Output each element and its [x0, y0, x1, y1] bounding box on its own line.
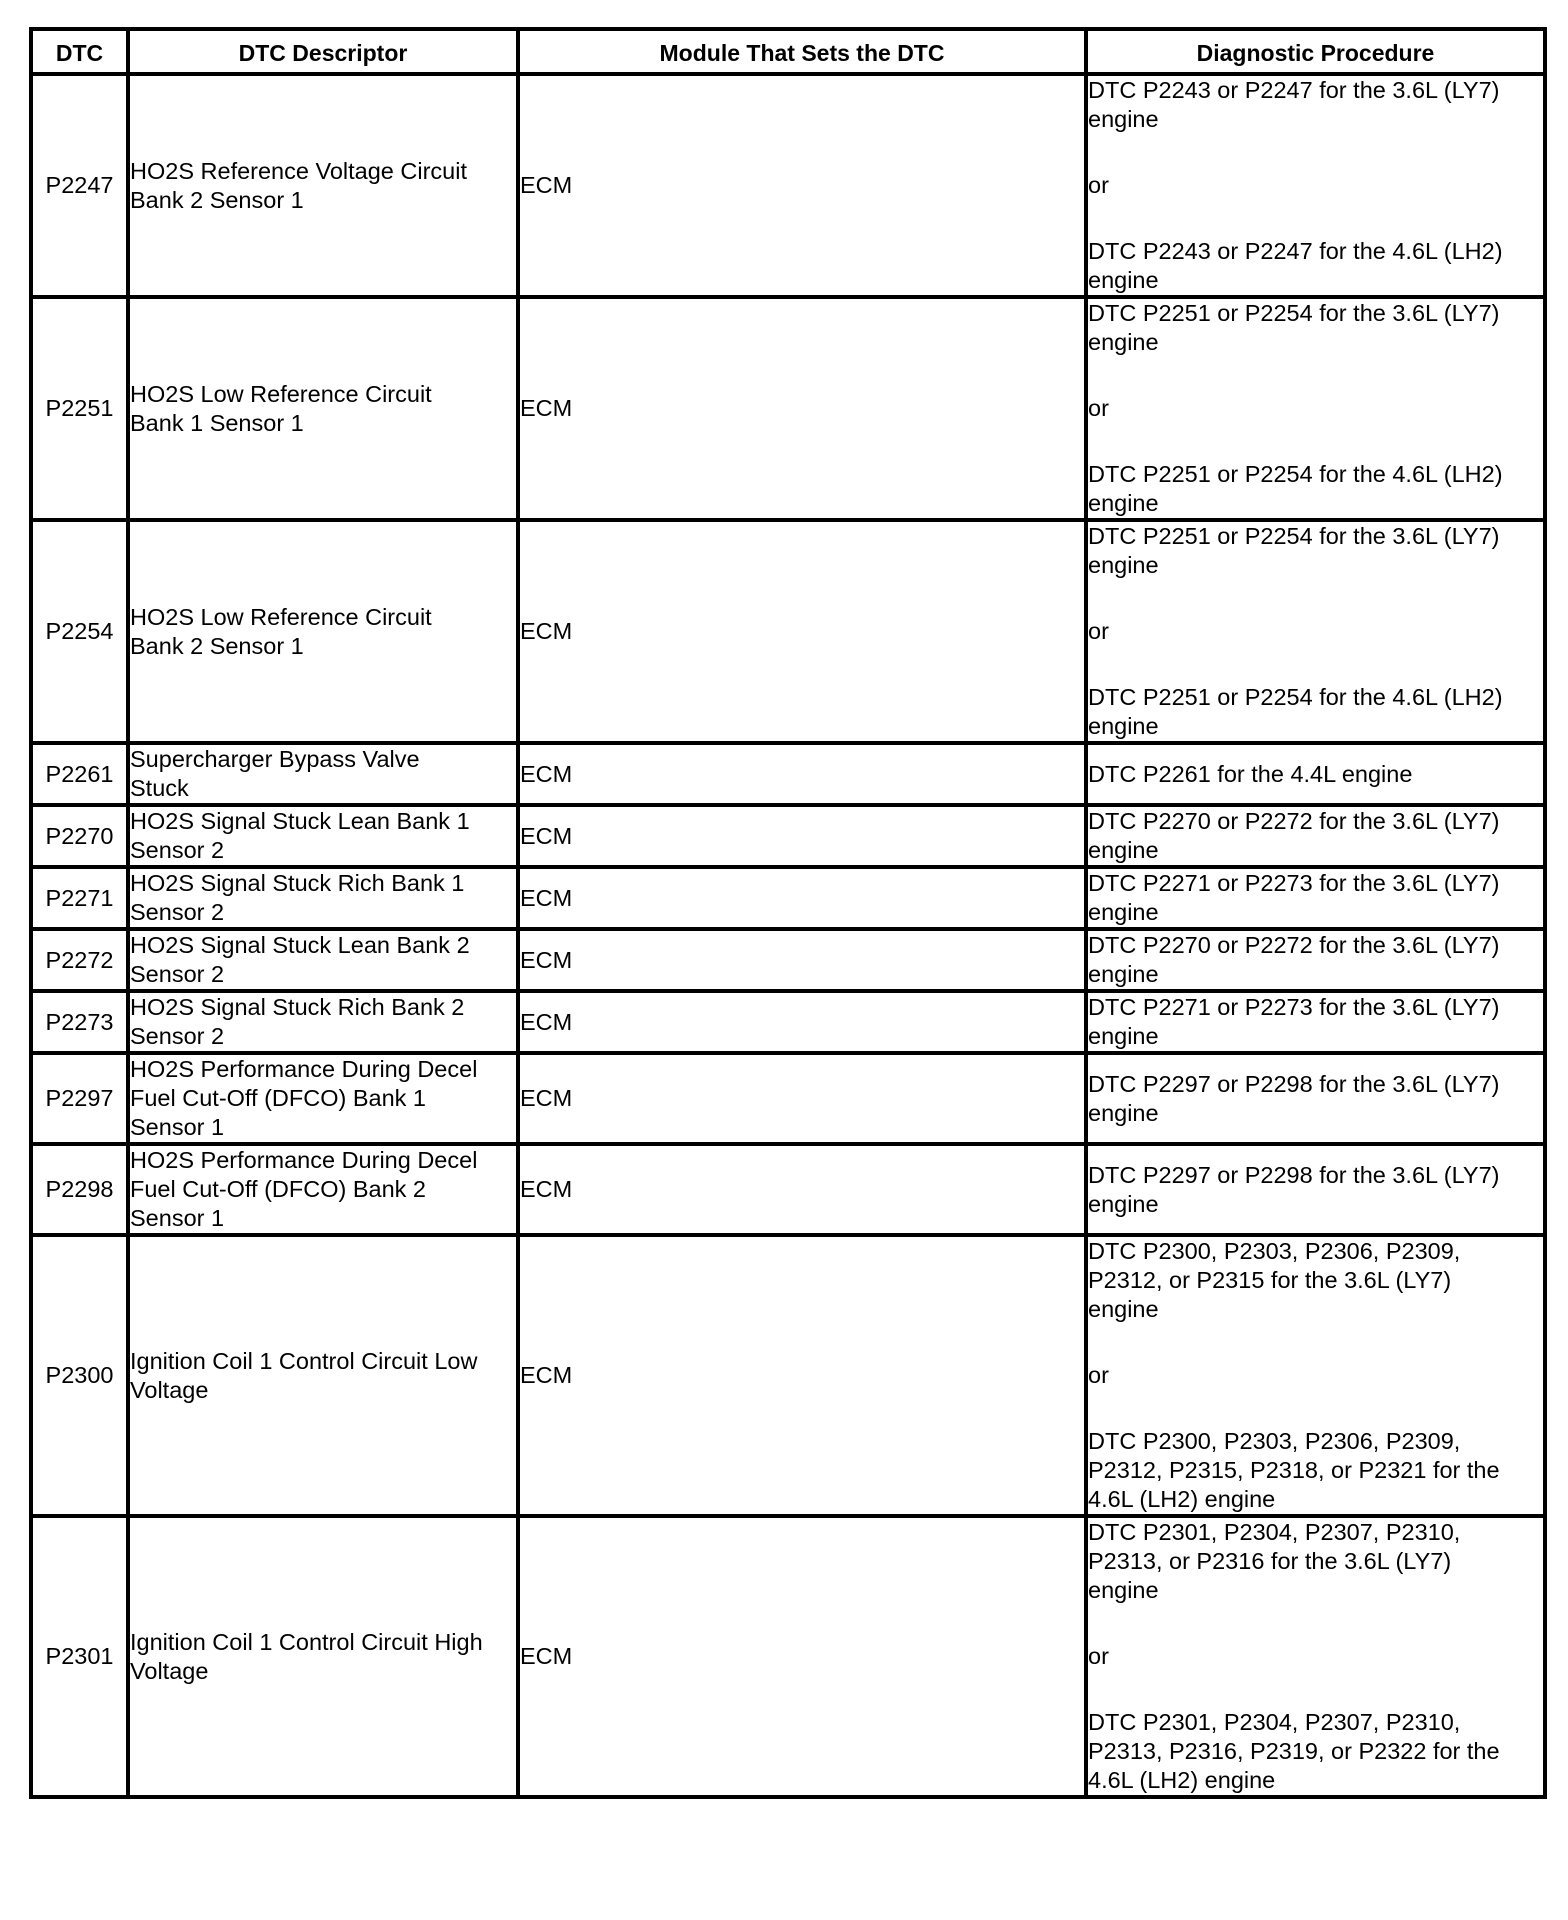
- dtc-code: P2272: [31, 929, 128, 991]
- dtc-descriptor: [128, 991, 518, 1053]
- procedure-line: P2313, or P2316 for the 3.6L (LY7): [1088, 1548, 1452, 1574]
- procedure-spacer: [1088, 1390, 1543, 1427]
- procedure-line: DTC P2300, P2303, P2306, P2309,: [1088, 1428, 1461, 1454]
- procedure-line: or: [1088, 1643, 1109, 1669]
- header-dtc: DTC: [31, 29, 128, 74]
- procedure-line: or: [1088, 618, 1109, 644]
- descriptor-line: Fuel Cut-Off (DFCO) Bank 2: [130, 1176, 426, 1202]
- procedure-line: or: [1088, 395, 1109, 421]
- table-row: [31, 743, 1545, 805]
- procedure-line: DTC P2301, P2304, P2307, P2310,: [1088, 1519, 1461, 1545]
- dtc-descriptor: [128, 1235, 518, 1516]
- descriptor-line: Bank 2 Sensor 1: [130, 632, 304, 659]
- dtc-table: [29, 27, 1547, 1799]
- procedure-line: DTC P2297 or P2298 for the 3.6L (LY7): [1088, 1070, 1500, 1097]
- table-row: [31, 297, 1545, 520]
- procedure-line: DTC P2243 or P2247 for the 4.6L (LH2): [1088, 238, 1503, 264]
- dtc-code: P2251: [31, 297, 128, 520]
- dtc-code: P2273: [31, 991, 128, 1053]
- descriptor-line: Sensor 1: [130, 1205, 225, 1231]
- module-name: ECM: [518, 1235, 1086, 1516]
- procedure-line: DTC P2300, P2303, P2306, P2309,: [1088, 1238, 1461, 1264]
- descriptor-line: Ignition Coil 1 Control Circuit High: [130, 1628, 483, 1655]
- descriptor-line: Stuck: [130, 775, 189, 801]
- dtc-descriptor: [128, 805, 518, 867]
- diagnostic-procedure: [1086, 929, 1545, 991]
- table-row: [31, 805, 1545, 867]
- procedure-line: engine: [1088, 1023, 1159, 1049]
- procedure-line: DTC P2270 or P2272 for the 3.6L (LY7): [1088, 932, 1500, 958]
- procedure-line: engine: [1088, 837, 1159, 863]
- dtc-descriptor: [128, 867, 518, 929]
- table-row: [31, 1053, 1545, 1144]
- header-procedure: Diagnostic Procedure: [1086, 29, 1545, 74]
- diagnostic-procedure: [1086, 743, 1545, 805]
- descriptor-line: Voltage: [130, 1376, 209, 1403]
- procedure-line: DTC P2251 or P2254 for the 4.6L (LH2): [1088, 684, 1503, 710]
- procedure-line: engine: [1088, 961, 1159, 987]
- descriptor-line: HO2S Low Reference Circuit: [130, 380, 432, 407]
- diagnostic-procedure: [1086, 1144, 1545, 1235]
- procedure-spacer: [1088, 134, 1543, 171]
- dtc-descriptor: [128, 520, 518, 743]
- procedure-line: or: [1088, 1362, 1109, 1388]
- procedure-line: DTC P2270 or P2272 for the 3.6L (LY7): [1088, 808, 1500, 834]
- descriptor-line: Ignition Coil 1 Control Circuit Low: [130, 1347, 478, 1374]
- procedure-spacer: [1088, 1605, 1543, 1642]
- dtc-code: P2301: [31, 1516, 128, 1797]
- module-name: ECM: [518, 929, 1086, 991]
- diagnostic-procedure: [1086, 1235, 1545, 1516]
- header-module: Module That Sets the DTC: [518, 29, 1086, 74]
- descriptor-line: HO2S Low Reference Circuit: [130, 603, 432, 630]
- diagnostic-procedure: [1086, 867, 1545, 929]
- dtc-descriptor: [128, 1516, 518, 1797]
- procedure-line: P2312, P2315, P2318, or P2321 for the: [1088, 1457, 1500, 1483]
- descriptor-line: HO2S Signal Stuck Lean Bank 1: [130, 808, 470, 834]
- procedure-line: DTC P2271 or P2273 for the 3.6L (LY7): [1088, 870, 1500, 896]
- descriptor-line: Sensor 2: [130, 899, 225, 925]
- dtc-code: P2270: [31, 805, 128, 867]
- module-name: ECM: [518, 991, 1086, 1053]
- diagnostic-procedure: [1086, 805, 1545, 867]
- procedure-line: P2313, P2316, P2319, or P2322 for the: [1088, 1738, 1500, 1764]
- procedure-line: 4.6L (LH2) engine: [1088, 1767, 1276, 1793]
- table-row: [31, 991, 1545, 1053]
- procedure-line: engine: [1088, 106, 1159, 132]
- module-name: ECM: [518, 297, 1086, 520]
- descriptor-line: Bank 2 Sensor 1: [130, 186, 304, 213]
- module-name: ECM: [518, 1053, 1086, 1144]
- module-name: ECM: [518, 520, 1086, 743]
- module-name: ECM: [518, 1516, 1086, 1797]
- dtc-descriptor: [128, 74, 518, 297]
- descriptor-line: HO2S Signal Stuck Rich Bank 1: [130, 870, 465, 896]
- procedure-line: engine: [1088, 1099, 1159, 1126]
- dtc-code: P2297: [31, 1053, 128, 1144]
- procedure-line: engine: [1088, 329, 1159, 355]
- procedure-line: engine: [1088, 267, 1159, 293]
- procedure-line: DTC P2251 or P2254 for the 3.6L (LY7): [1088, 523, 1500, 549]
- dtc-code: P2247: [31, 74, 128, 297]
- dtc-code: P2254: [31, 520, 128, 743]
- dtc-code: P2298: [31, 1144, 128, 1235]
- procedure-line: engine: [1088, 1190, 1159, 1217]
- dtc-descriptor: [128, 929, 518, 991]
- procedure-line: DTC P2261 for the 4.4L engine: [1088, 760, 1413, 787]
- procedure-line: DTC P2243 or P2247 for the 3.6L (LY7): [1088, 77, 1500, 103]
- procedure-line: DTC P2297 or P2298 for the 3.6L (LY7): [1088, 1161, 1500, 1188]
- table-row: [31, 74, 1545, 297]
- descriptor-line: HO2S Reference Voltage Circuit: [130, 157, 467, 184]
- procedure-line: DTC P2271 or P2273 for the 3.6L (LY7): [1088, 994, 1500, 1020]
- table-row: [31, 929, 1545, 991]
- procedure-line: P2312, or P2315 for the 3.6L (LY7): [1088, 1267, 1452, 1293]
- dtc-code: P2261: [31, 743, 128, 805]
- descriptor-line: Sensor 2: [130, 1023, 225, 1049]
- descriptor-line: Bank 1 Sensor 1: [130, 409, 304, 436]
- diagnostic-procedure: [1086, 1516, 1545, 1797]
- procedure-line: engine: [1088, 490, 1159, 516]
- diagnostic-procedure: [1086, 297, 1545, 520]
- procedure-line: engine: [1088, 1577, 1159, 1603]
- descriptor-line: Voltage: [130, 1657, 209, 1684]
- header-row: [31, 29, 1545, 74]
- table-row: [31, 1144, 1545, 1235]
- table-row: [31, 1516, 1545, 1797]
- module-name: ECM: [518, 743, 1086, 805]
- descriptor-line: Fuel Cut-Off (DFCO) Bank 1: [130, 1085, 426, 1111]
- descriptor-line: Supercharger Bypass Valve: [130, 746, 420, 772]
- procedure-spacer: [1088, 646, 1543, 683]
- table-body: [31, 74, 1545, 1797]
- procedure-line: engine: [1088, 1296, 1159, 1322]
- table-row: [31, 1235, 1545, 1516]
- table-row: [31, 520, 1545, 743]
- dtc-descriptor: [128, 297, 518, 520]
- procedure-spacer: [1088, 1671, 1543, 1708]
- descriptor-line: Sensor 2: [130, 837, 225, 863]
- table-row: [31, 867, 1545, 929]
- procedure-spacer: [1088, 357, 1543, 394]
- procedure-spacer: [1088, 1324, 1543, 1361]
- procedure-line: DTC P2251 or P2254 for the 4.6L (LH2): [1088, 461, 1503, 487]
- procedure-line: engine: [1088, 713, 1159, 739]
- descriptor-line: Sensor 2: [130, 961, 225, 987]
- dtc-code: P2300: [31, 1235, 128, 1516]
- procedure-line: DTC P2251 or P2254 for the 3.6L (LY7): [1088, 300, 1500, 326]
- descriptor-line: Sensor 1: [130, 1114, 225, 1140]
- procedure-spacer: [1088, 200, 1543, 237]
- diagnostic-procedure: [1086, 74, 1545, 297]
- procedure-line: engine: [1088, 899, 1159, 925]
- module-name: ECM: [518, 1144, 1086, 1235]
- dtc-descriptor: [128, 1053, 518, 1144]
- procedure-line: DTC P2301, P2304, P2307, P2310,: [1088, 1709, 1461, 1735]
- descriptor-line: HO2S Signal Stuck Lean Bank 2: [130, 932, 470, 958]
- dtc-code: P2271: [31, 867, 128, 929]
- dtc-descriptor: [128, 743, 518, 805]
- module-name: ECM: [518, 74, 1086, 297]
- descriptor-line: HO2S Signal Stuck Rich Bank 2: [130, 994, 465, 1020]
- procedure-spacer: [1088, 423, 1543, 460]
- diagnostic-procedure: [1086, 520, 1545, 743]
- dtc-descriptor: [128, 1144, 518, 1235]
- procedure-line: or: [1088, 172, 1109, 198]
- descriptor-line: HO2S Performance During Decel: [130, 1056, 478, 1082]
- descriptor-line: HO2S Performance During Decel: [130, 1147, 478, 1173]
- diagnostic-procedure: [1086, 1053, 1545, 1144]
- module-name: ECM: [518, 867, 1086, 929]
- module-name: ECM: [518, 805, 1086, 867]
- procedure-line: engine: [1088, 552, 1159, 578]
- diagnostic-procedure: [1086, 991, 1545, 1053]
- header-descriptor: DTC Descriptor: [128, 29, 518, 74]
- procedure-line: 4.6L (LH2) engine: [1088, 1486, 1276, 1512]
- procedure-spacer: [1088, 580, 1543, 617]
